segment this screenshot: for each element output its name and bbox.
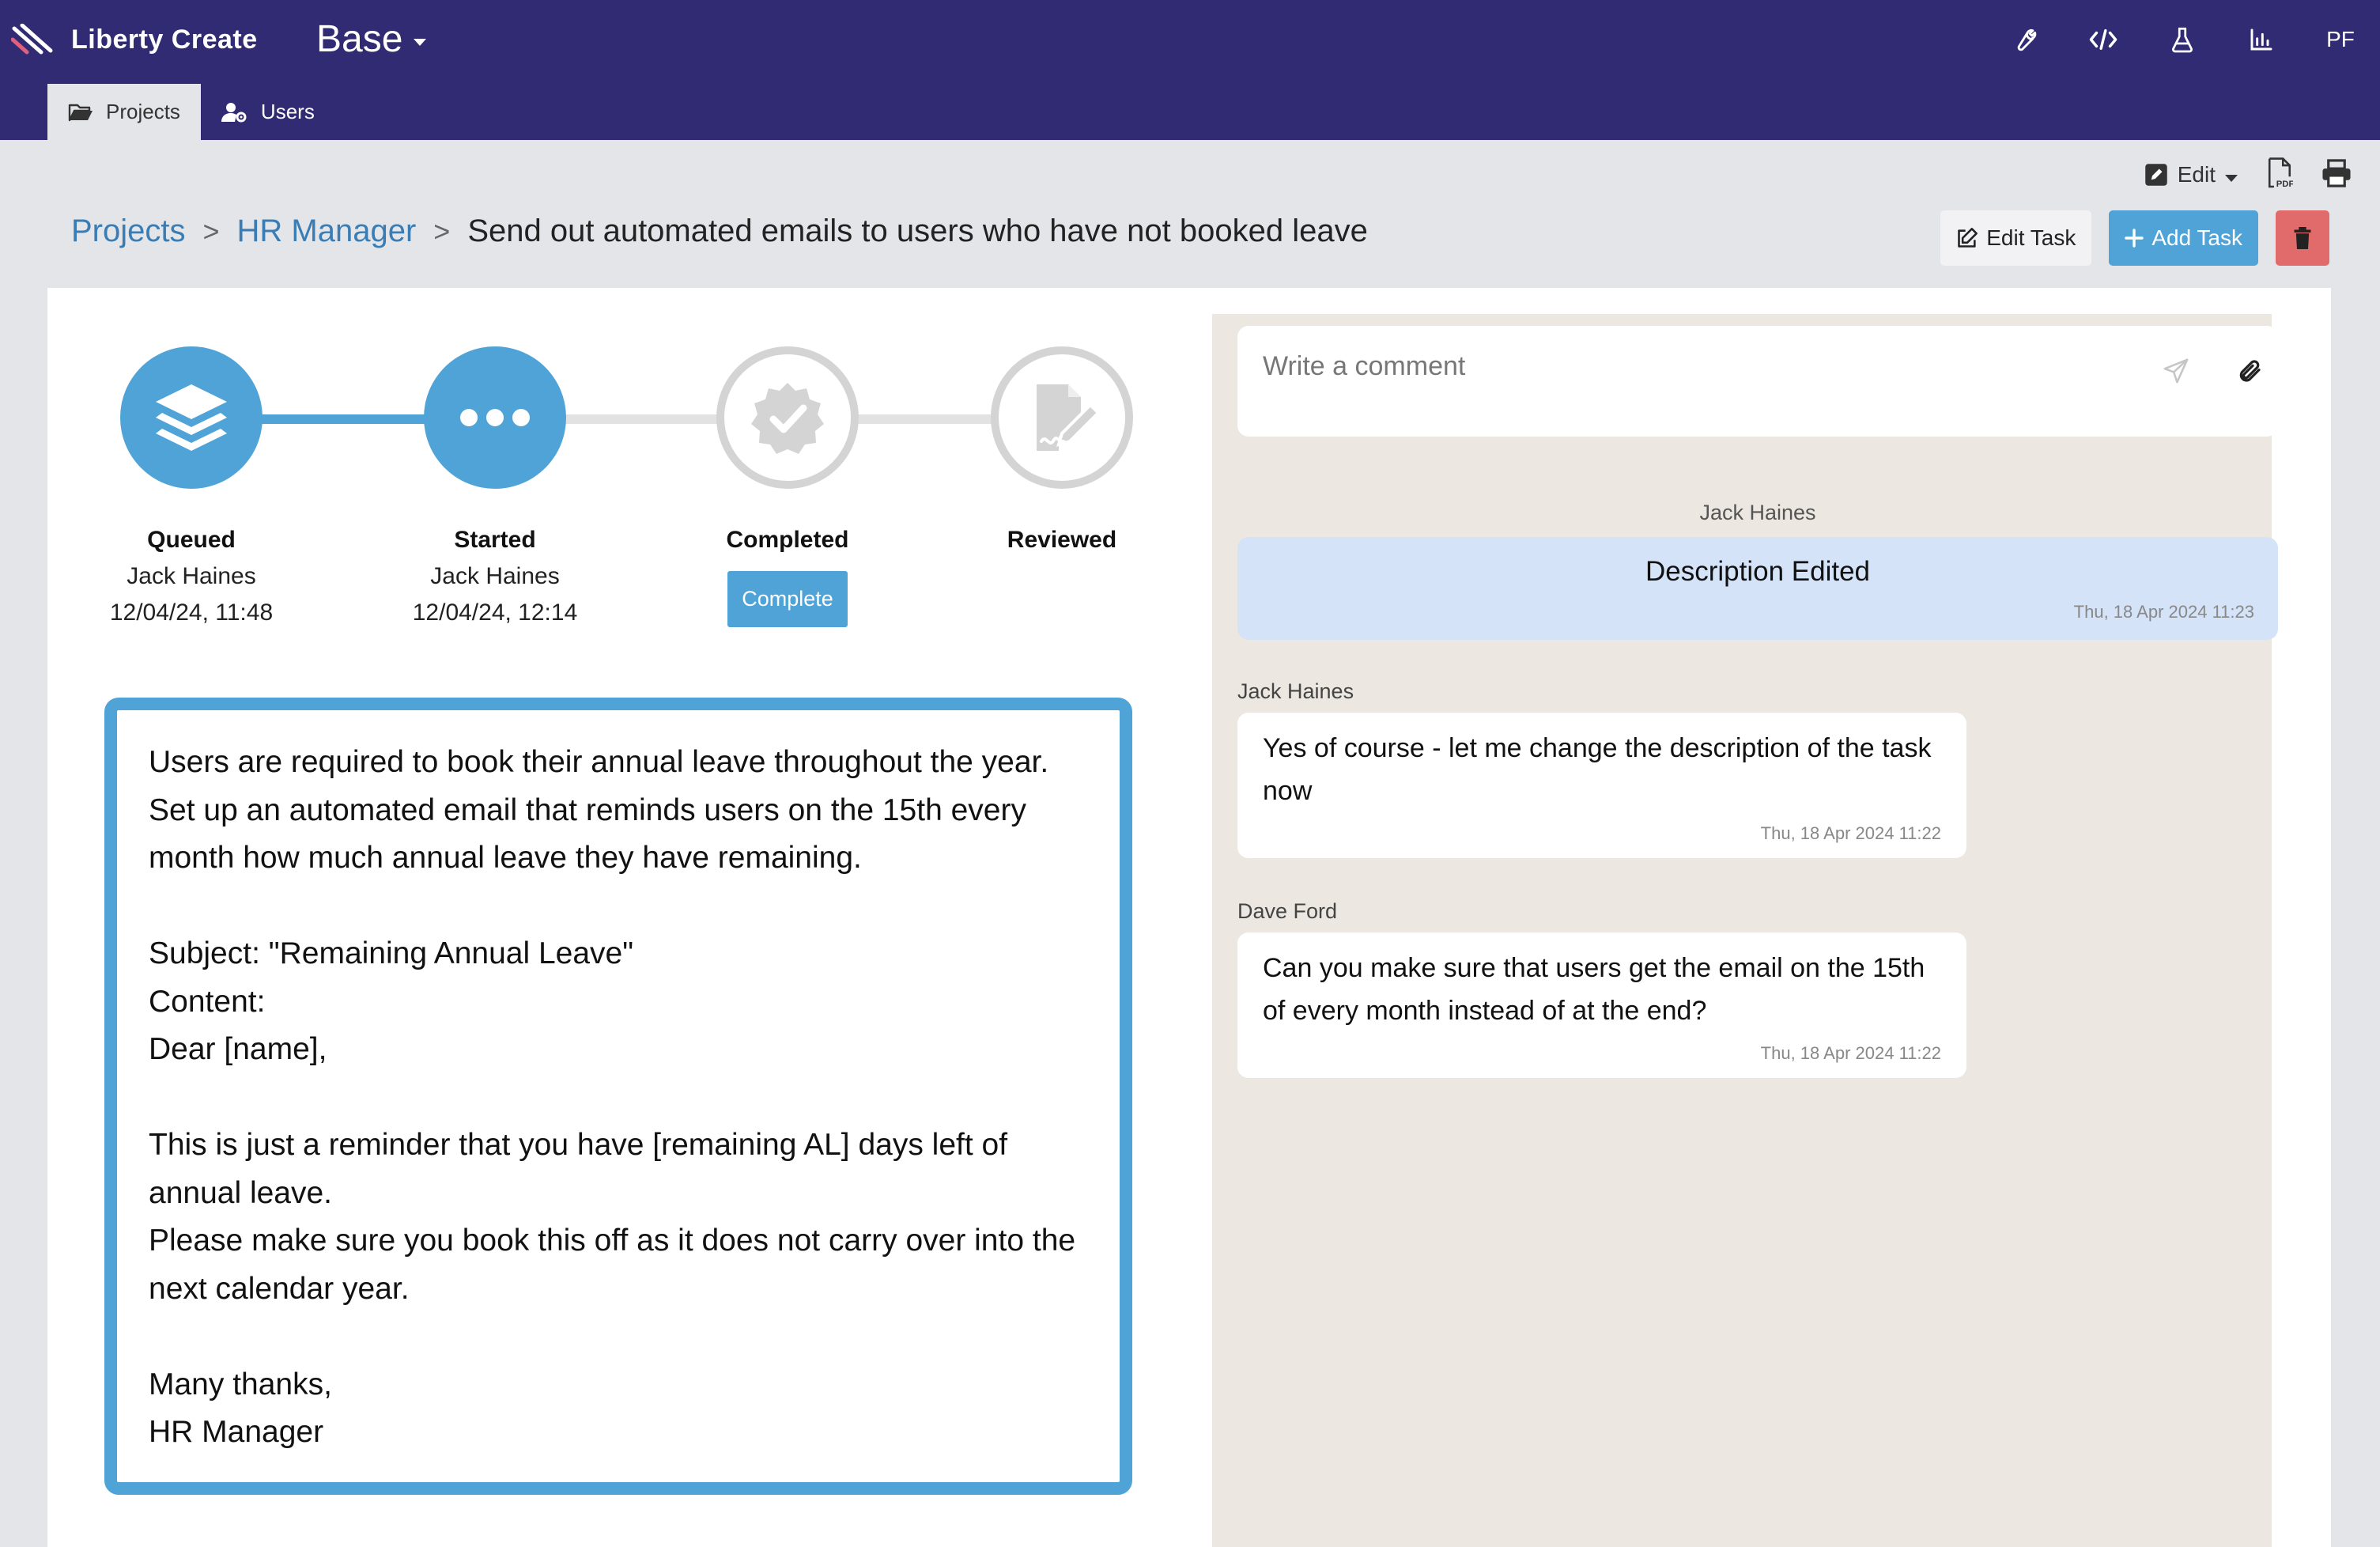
edit-label: Edit — [2177, 162, 2216, 187]
step-user: Jack Haines — [430, 563, 560, 589]
edit-icon — [1956, 227, 1978, 249]
top-navbar — [0, 0, 2380, 140]
delete-task-button[interactable] — [2276, 210, 2329, 266]
comment-text: Can you make sure that users get the email on the 15th of every month instead of at the end? — [1263, 953, 1925, 1026]
step-name: Queued — [147, 527, 236, 553]
check-badge-icon — [716, 346, 859, 489]
event-message — [1237, 537, 2278, 640]
step-name: Reviewed — [1007, 527, 1117, 553]
tab-users-label: Users — [260, 100, 315, 123]
signed-document-icon — [991, 346, 1133, 489]
print-icon[interactable] — [2321, 159, 2352, 191]
comments-panel — [1212, 314, 2272, 1547]
app-name: Liberty Create — [71, 24, 258, 55]
task-buttons — [1940, 210, 2329, 266]
add-task-button[interactable] — [2109, 210, 2258, 266]
tab-users[interactable] — [201, 84, 335, 140]
comment-time: Thu, 18 Apr 2024 11:22 — [1760, 823, 1941, 843]
users-cog-icon — [221, 101, 248, 123]
task-description: Users are required to book their annual leave throughout the year. Set up an automated email that reminds users on the 15th every month how much annual leave they have remaining. Subject: "Remaining Annual Leave" Content: Dear [name], This is just a reminder that you have [remaining AL] days left of annual leave. Please make sure you book this off as it does not carry over into the next calendar year. Many thanks, HR Manager — [104, 698, 1132, 1495]
svg-text:PDF: PDF — [2276, 179, 2293, 189]
app-logo[interactable] — [11, 24, 258, 55]
caret-down-icon — [2225, 175, 2238, 182]
breadcrumb-projects[interactable]: Projects — [71, 214, 186, 248]
comment-box — [1237, 326, 2278, 437]
logo-icon — [11, 24, 55, 55]
breadcrumb-separator: > — [433, 214, 451, 248]
pdf-export-icon[interactable] — [2266, 157, 2293, 193]
workflow-progress — [109, 346, 1194, 631]
step-time: 12/04/24, 11:48 — [109, 600, 274, 626]
edit-task-button[interactable] — [1940, 210, 2091, 266]
event-author: Jack Haines — [1699, 501, 1816, 524]
step-reviewed — [943, 346, 1181, 554]
nav-tabs — [47, 84, 335, 140]
workspace-label: Base — [316, 18, 403, 60]
edit-task-label: Edit Task — [1986, 225, 2076, 250]
breadcrumb-separator: > — [202, 214, 220, 248]
bar-chart-icon[interactable] — [2222, 27, 2301, 52]
step-started — [376, 346, 614, 626]
step-user: Jack Haines — [127, 563, 256, 589]
trash-icon — [2293, 227, 2312, 249]
event-time: Thu, 18 Apr 2024 11:23 — [2073, 602, 2254, 622]
caret-down-icon — [414, 39, 426, 46]
user-menu[interactable]: PF — [2326, 27, 2355, 51]
complete-button[interactable]: Complete — [727, 571, 848, 627]
folder-open-icon — [68, 102, 93, 123]
plus-icon — [2125, 229, 2144, 248]
wrench-icon[interactable] — [1985, 26, 2064, 53]
edit-dropdown[interactable] — [2144, 162, 2238, 187]
ellipsis-icon — [424, 346, 566, 489]
code-icon[interactable] — [2064, 26, 2143, 53]
page-title: Send out automated emails to users who have not booked leave — [467, 214, 1368, 248]
breadcrumb — [71, 214, 1368, 249]
comment-author: Jack Haines — [1237, 679, 1354, 703]
event-text: Description Edited — [1645, 556, 1871, 587]
step-name: Started — [454, 527, 536, 553]
paperclip-icon[interactable] — [2237, 357, 2262, 388]
layers-icon — [120, 346, 263, 489]
step-completed — [669, 346, 906, 627]
flask-icon[interactable] — [2143, 26, 2222, 53]
comment-text: Yes of course - let me change the description of the task now — [1263, 733, 1932, 806]
step-queued — [73, 346, 310, 626]
task-card — [47, 288, 2331, 1547]
step-time: 12/04/24, 12:14 — [412, 600, 578, 626]
comment-input[interactable] — [1237, 326, 2170, 397]
send-icon[interactable] — [2163, 357, 2189, 388]
workspace-dropdown[interactable] — [316, 17, 426, 61]
tab-projects-label: Projects — [106, 100, 180, 123]
comment-time: Thu, 18 Apr 2024 11:22 — [1760, 1043, 1941, 1063]
comment-bubble — [1237, 932, 1966, 1078]
tab-projects[interactable] — [47, 84, 201, 140]
top-icon-group — [1985, 17, 2380, 62]
comment-author: Dave Ford — [1237, 899, 1338, 923]
comment-bubble — [1237, 713, 1966, 858]
step-name: Completed — [726, 527, 849, 553]
pen-square-icon — [2144, 163, 2168, 187]
breadcrumb-hr-manager[interactable]: HR Manager — [236, 214, 417, 248]
add-task-label: Add Task — [2151, 225, 2242, 250]
page-actions — [2144, 155, 2352, 195]
